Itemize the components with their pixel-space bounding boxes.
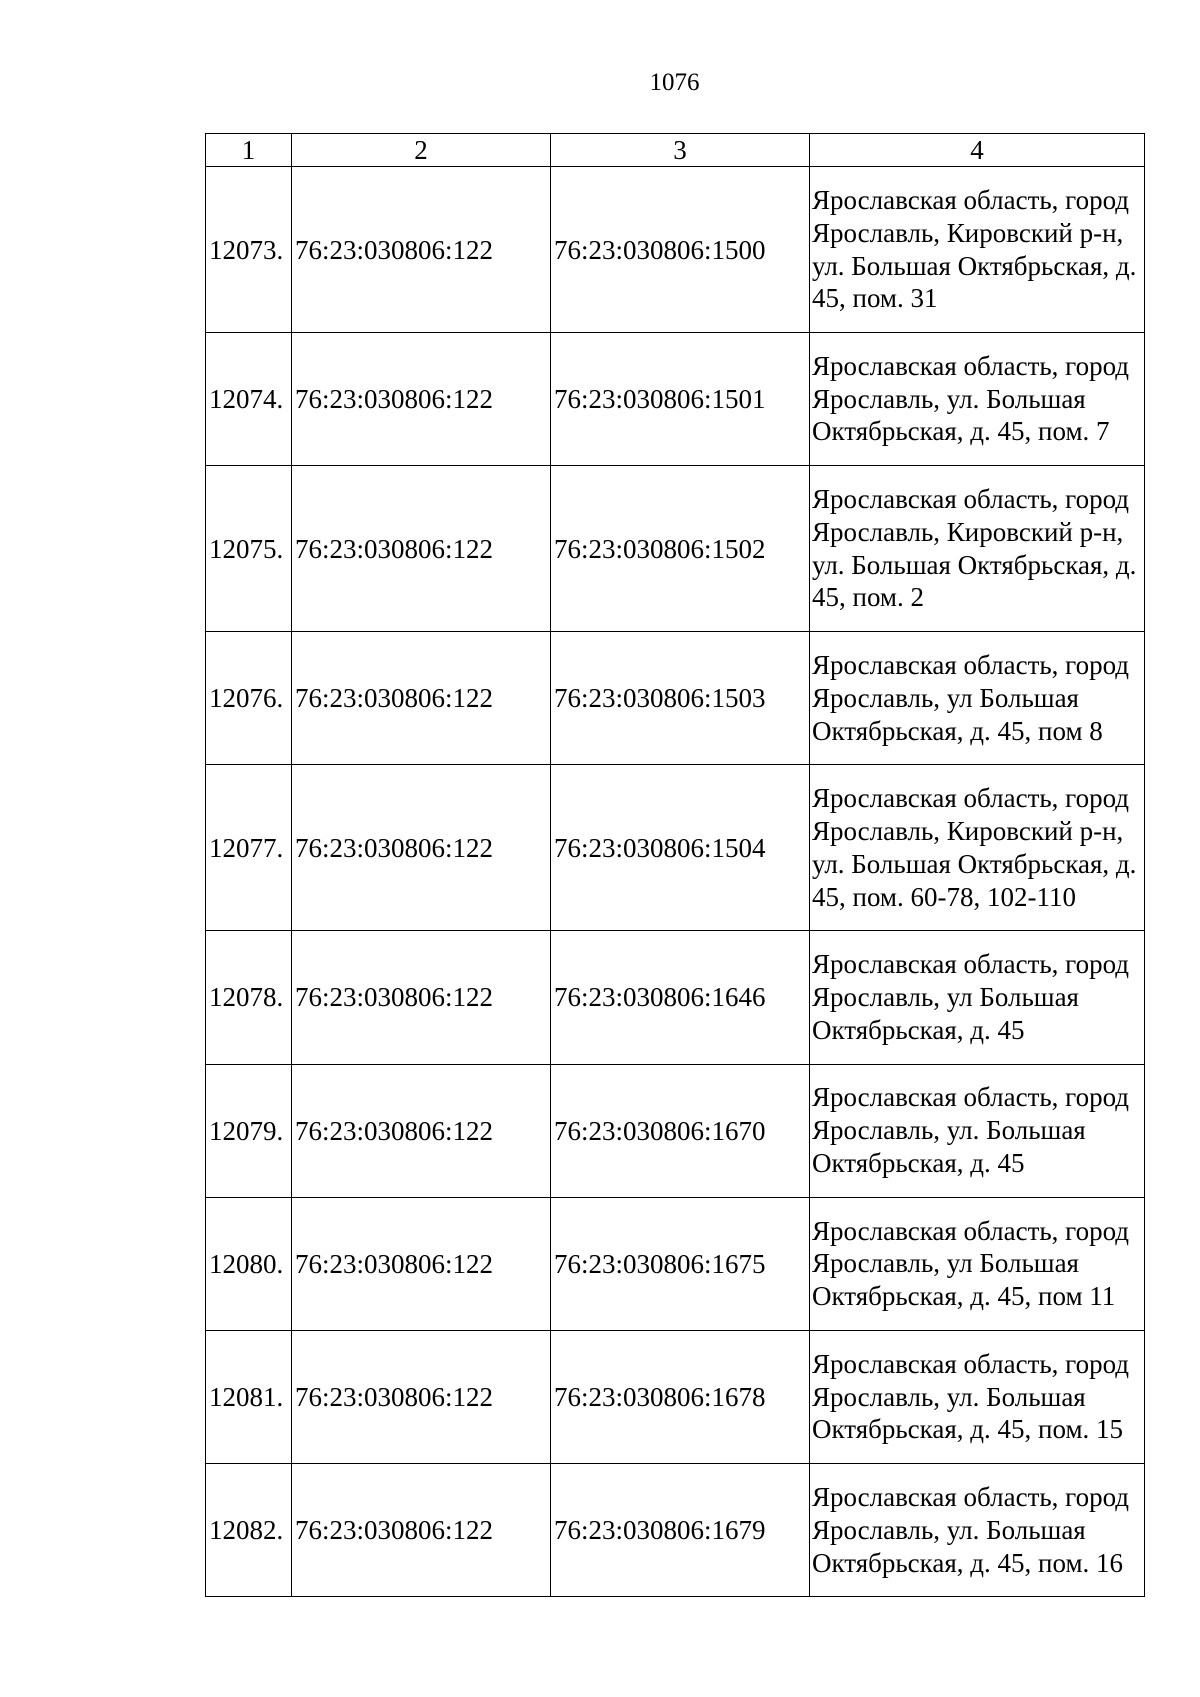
address-cell: Ярославская область, город Ярославль, Кировский р-н, ул. Большая Октябрьская, д. 45, пом. 31: [810, 167, 1145, 333]
column-header-2: 2: [292, 134, 551, 167]
row-number-cell: 12077.: [206, 765, 292, 931]
object-cadastral-number-cell: 76:23:030806:1678: [551, 1330, 810, 1463]
registry-table: [205, 133, 1145, 1597]
column-header-3: 3: [551, 134, 810, 167]
address-cell: Ярославская область, город Ярославль, ул. Большая Октябрьская, д. 45, пом. 15: [810, 1330, 1145, 1463]
parcel-cadastral-number-cell: 76:23:030806:122: [292, 333, 551, 466]
row-number-cell: 12074.: [206, 333, 292, 466]
row-number-cell: 12082.: [206, 1464, 292, 1597]
address-cell: Ярославская область, город Ярославль, ул Большая Октябрьская, д. 45, пом 11: [810, 1197, 1145, 1330]
parcel-cadastral-number-cell: 76:23:030806:122: [292, 1197, 551, 1330]
object-cadastral-number-cell: 76:23:030806:1503: [551, 632, 810, 765]
column-header-1: 1: [206, 134, 292, 167]
table-row: [206, 931, 1145, 1064]
table-row: [206, 466, 1145, 632]
address-cell: Ярославская область, город Ярославль, ул. Большая Октябрьская, д. 45: [810, 1064, 1145, 1197]
table-row: [206, 1064, 1145, 1197]
row-number-cell: 12073.: [206, 167, 292, 333]
parcel-cadastral-number-cell: 76:23:030806:122: [292, 931, 551, 1064]
parcel-cadastral-number-cell: 76:23:030806:122: [292, 1464, 551, 1597]
address-cell: Ярославская область, город Ярославль, Кировский р-н, ул. Большая Октябрьская, д. 45, пом. 60-78, 102-110: [810, 765, 1145, 931]
address-cell: Ярославская область, город Ярославль, ул Большая Октябрьская, д. 45: [810, 931, 1145, 1064]
object-cadastral-number-cell: 76:23:030806:1504: [551, 765, 810, 931]
table-row: [206, 765, 1145, 931]
table-row: [206, 1464, 1145, 1597]
parcel-cadastral-number-cell: 76:23:030806:122: [292, 632, 551, 765]
object-cadastral-number-cell: 76:23:030806:1502: [551, 466, 810, 632]
address-cell: Ярославская область, город Ярославль, ул. Большая Октябрьская, д. 45, пом. 7: [810, 333, 1145, 466]
table-row: [206, 1197, 1145, 1330]
address-cell: Ярославская область, город Ярославль, Кировский р-н, ул. Большая Октябрьская, д. 45, пом. 2: [810, 466, 1145, 632]
page-number: 1076: [649, 69, 700, 96]
parcel-cadastral-number-cell: 76:23:030806:122: [292, 765, 551, 931]
row-number-cell: 12081.: [206, 1330, 292, 1463]
row-number-cell: 12080.: [206, 1197, 292, 1330]
address-cell: Ярославская область, город Ярославль, ул Большая Октябрьская, д. 45, пом 8: [810, 632, 1145, 765]
object-cadastral-number-cell: 76:23:030806:1646: [551, 931, 810, 1064]
parcel-cadastral-number-cell: 76:23:030806:122: [292, 167, 551, 333]
table-row: [206, 1330, 1145, 1463]
table-body: [206, 167, 1145, 1597]
object-cadastral-number-cell: 76:23:030806:1679: [551, 1464, 810, 1597]
row-number-cell: 12076.: [206, 632, 292, 765]
row-number-cell: 12079.: [206, 1064, 292, 1197]
table-header-row: [206, 134, 1145, 167]
parcel-cadastral-number-cell: 76:23:030806:122: [292, 1330, 551, 1463]
row-number-cell: 12075.: [206, 466, 292, 632]
column-header-4: 4: [810, 134, 1145, 167]
table-row: [206, 333, 1145, 466]
address-cell: Ярославская область, город Ярославль, ул. Большая Октябрьская, д. 45, пом. 16: [810, 1464, 1145, 1597]
row-number-cell: 12078.: [206, 931, 292, 1064]
object-cadastral-number-cell: 76:23:030806:1670: [551, 1064, 810, 1197]
parcel-cadastral-number-cell: 76:23:030806:122: [292, 1064, 551, 1197]
object-cadastral-number-cell: 76:23:030806:1500: [551, 167, 810, 333]
object-cadastral-number-cell: 76:23:030806:1675: [551, 1197, 810, 1330]
object-cadastral-number-cell: 76:23:030806:1501: [551, 333, 810, 466]
table-row: [206, 167, 1145, 333]
table-row: [206, 632, 1145, 765]
parcel-cadastral-number-cell: 76:23:030806:122: [292, 466, 551, 632]
